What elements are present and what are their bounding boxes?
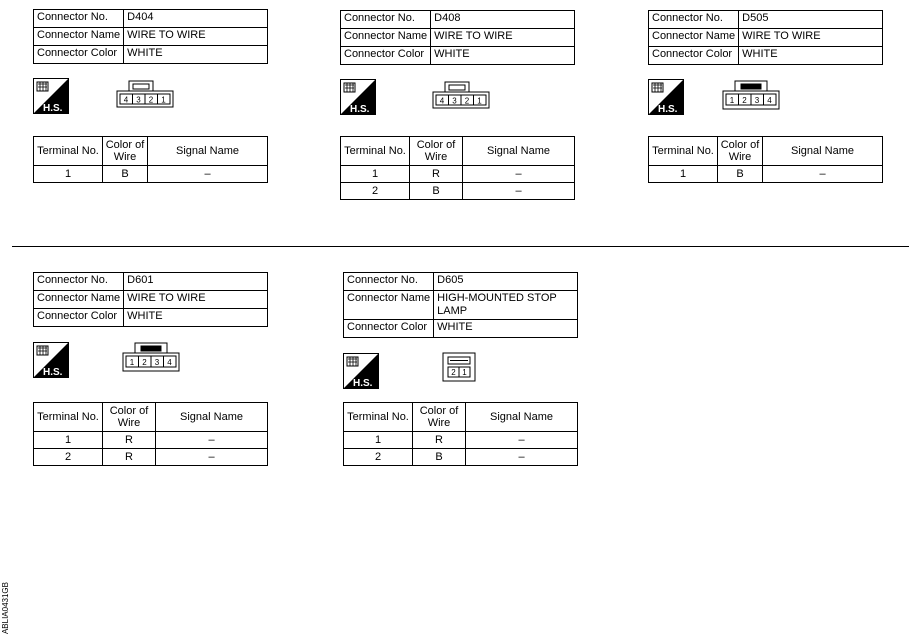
connector-color-label: Connector Color bbox=[649, 47, 739, 65]
signal-name-cell: – bbox=[463, 166, 575, 183]
connector-face-4pin-icon bbox=[722, 80, 780, 110]
signal-name-cell: – bbox=[763, 166, 883, 183]
wire-color-cell: B bbox=[718, 166, 763, 183]
terminal-table-block-d605 bbox=[343, 402, 578, 466]
wire-color-cell: R bbox=[103, 432, 156, 449]
signal-name-cell: – bbox=[463, 183, 575, 200]
section-divider bbox=[12, 246, 909, 247]
terminal-table-block-d505 bbox=[648, 136, 883, 183]
connector-color-value: WHITE bbox=[739, 47, 883, 65]
connector-name-value: WIRE TO WIRE bbox=[124, 28, 268, 46]
harness-side-icon bbox=[343, 353, 379, 389]
connector-name-value: WIRE TO WIRE bbox=[739, 29, 883, 47]
terminal-table bbox=[343, 402, 578, 466]
connector-color-value: WHITE bbox=[124, 46, 268, 64]
connector-info-table bbox=[343, 272, 578, 338]
connector-face-4pin-icon bbox=[432, 81, 490, 109]
connector-info-table bbox=[648, 10, 883, 65]
table-row bbox=[341, 166, 575, 183]
terminal-no-cell: 1 bbox=[34, 166, 103, 183]
connector-no-value: D505 bbox=[739, 11, 883, 29]
connector-no-value: D605 bbox=[434, 273, 578, 291]
signal-name-cell: – bbox=[156, 449, 268, 466]
connector-name-value: WIRE TO WIRE bbox=[431, 29, 575, 47]
connector-face-2pin-icon bbox=[442, 352, 476, 382]
connector-name-label: Connector Name bbox=[344, 291, 434, 320]
harness-side-icon bbox=[33, 342, 69, 378]
hs-label: H.S. bbox=[353, 378, 373, 389]
wire-color-header: Color of Wire bbox=[103, 403, 156, 432]
connector-color-label: Connector Color bbox=[34, 309, 124, 327]
wire-color-cell: B bbox=[103, 166, 148, 183]
pin-number: 2 bbox=[742, 96, 747, 105]
pin-number: 1 bbox=[462, 368, 467, 377]
wire-color-cell: B bbox=[413, 449, 466, 466]
wire-color-cell: R bbox=[103, 449, 156, 466]
wire-color-header: Color of Wire bbox=[718, 137, 763, 166]
signal-name-header: Signal Name bbox=[763, 137, 883, 166]
connector-info-table bbox=[33, 272, 268, 327]
pin-number: 2 bbox=[464, 96, 470, 106]
terminal-table bbox=[33, 136, 268, 183]
connector-block-d605 bbox=[343, 272, 578, 338]
signal-name-header: Signal Name bbox=[466, 403, 578, 432]
connector-color-label: Connector Color bbox=[34, 46, 124, 64]
pin-number: 1 bbox=[729, 96, 735, 105]
figure-code: ABLIA0431GB bbox=[1, 582, 10, 635]
terminal-no-header: Terminal No. bbox=[34, 137, 103, 166]
connector-info-table bbox=[33, 9, 268, 64]
wire-color-cell: R bbox=[413, 432, 466, 449]
terminal-no-header: Terminal No. bbox=[341, 137, 410, 166]
harness-side-icon bbox=[340, 79, 376, 115]
connector-no-label: Connector No. bbox=[34, 273, 124, 291]
connector-info-table bbox=[340, 10, 575, 65]
connector-name-label: Connector Name bbox=[649, 29, 739, 47]
connector-name-label: Connector Name bbox=[341, 29, 431, 47]
wire-color-header: Color of Wire bbox=[103, 137, 148, 166]
pin-number: 1 bbox=[477, 96, 482, 106]
pin-number: 4 bbox=[767, 96, 772, 105]
table-row bbox=[341, 183, 575, 200]
terminal-table-block-d408 bbox=[340, 136, 575, 200]
terminal-table bbox=[33, 402, 268, 466]
terminal-no-cell: 1 bbox=[649, 166, 718, 183]
connector-color-value: WHITE bbox=[124, 309, 268, 327]
hs-label: H.S. bbox=[43, 103, 63, 114]
connector-no-label: Connector No. bbox=[344, 273, 434, 291]
pin-number: 2 bbox=[142, 358, 147, 367]
connector-face-4pin-icon bbox=[116, 80, 174, 108]
connector-color-label: Connector Color bbox=[341, 47, 431, 65]
pin-number: 4 bbox=[439, 96, 445, 106]
terminal-no-header: Terminal No. bbox=[34, 403, 103, 432]
connector-block-d408 bbox=[340, 10, 575, 65]
pin-number: 2 bbox=[148, 95, 154, 105]
terminal-no-cell: 2 bbox=[344, 449, 413, 466]
table-row bbox=[649, 166, 883, 183]
pin-number: 3 bbox=[154, 358, 160, 367]
pin-number: 3 bbox=[136, 95, 141, 105]
signal-name-cell: – bbox=[466, 449, 578, 466]
connector-no-label: Connector No. bbox=[341, 11, 431, 29]
signal-name-cell: – bbox=[148, 166, 268, 183]
connector-name-label: Connector Name bbox=[34, 28, 124, 46]
pin-number: 3 bbox=[452, 96, 457, 106]
connector-no-label: Connector No. bbox=[34, 10, 124, 28]
harness-side-icon bbox=[33, 78, 69, 114]
pin-number: 1 bbox=[161, 95, 166, 105]
connector-name-value: WIRE TO WIRE bbox=[124, 291, 268, 309]
table-row bbox=[34, 449, 268, 466]
table-row bbox=[344, 449, 578, 466]
terminal-table bbox=[648, 136, 883, 183]
connector-no-value: D404 bbox=[124, 10, 268, 28]
connector-block-d505 bbox=[648, 10, 883, 65]
terminal-table-block-d404 bbox=[33, 136, 268, 183]
connector-color-value: WHITE bbox=[431, 47, 575, 65]
signal-name-header: Signal Name bbox=[463, 137, 575, 166]
signal-name-header: Signal Name bbox=[148, 137, 268, 166]
table-row bbox=[34, 432, 268, 449]
hs-label: H.S. bbox=[658, 104, 678, 115]
connector-name-label: Connector Name bbox=[34, 291, 124, 309]
connector-block-d404 bbox=[33, 9, 268, 64]
hs-label: H.S. bbox=[43, 367, 63, 378]
pin-number: 1 bbox=[129, 358, 135, 367]
signal-name-cell: – bbox=[466, 432, 578, 449]
terminal-no-cell: 1 bbox=[341, 166, 410, 183]
wire-color-header: Color of Wire bbox=[413, 403, 466, 432]
terminal-no-header: Terminal No. bbox=[344, 403, 413, 432]
wire-color-cell: B bbox=[410, 183, 463, 200]
harness-side-icon bbox=[648, 79, 684, 115]
terminal-no-cell: 2 bbox=[34, 449, 103, 466]
terminal-table-block-d601 bbox=[33, 402, 268, 466]
terminal-no-cell: 1 bbox=[344, 432, 413, 449]
pin-number: 2 bbox=[451, 368, 456, 377]
connector-name-value: HIGH-MOUNTED STOP LAMP bbox=[434, 291, 578, 320]
connector-no-value: D408 bbox=[431, 11, 575, 29]
wire-color-cell: R bbox=[410, 166, 463, 183]
hs-label: H.S. bbox=[350, 104, 370, 115]
pin-number: 4 bbox=[123, 95, 129, 105]
connector-color-label: Connector Color bbox=[344, 320, 434, 338]
terminal-table bbox=[340, 136, 575, 200]
connector-face-4pin-icon bbox=[122, 342, 180, 372]
connector-no-label: Connector No. bbox=[649, 11, 739, 29]
table-row bbox=[34, 166, 268, 183]
pin-number: 3 bbox=[754, 96, 760, 105]
signal-name-cell: – bbox=[156, 432, 268, 449]
terminal-no-cell: 1 bbox=[34, 432, 103, 449]
connector-no-value: D601 bbox=[124, 273, 268, 291]
terminal-no-cell: 2 bbox=[341, 183, 410, 200]
table-row bbox=[344, 432, 578, 449]
connector-color-value: WHITE bbox=[434, 320, 578, 338]
terminal-no-header: Terminal No. bbox=[649, 137, 718, 166]
pin-number: 4 bbox=[167, 358, 172, 367]
wire-color-header: Color of Wire bbox=[410, 137, 463, 166]
signal-name-header: Signal Name bbox=[156, 403, 268, 432]
connector-block-d601 bbox=[33, 272, 268, 327]
